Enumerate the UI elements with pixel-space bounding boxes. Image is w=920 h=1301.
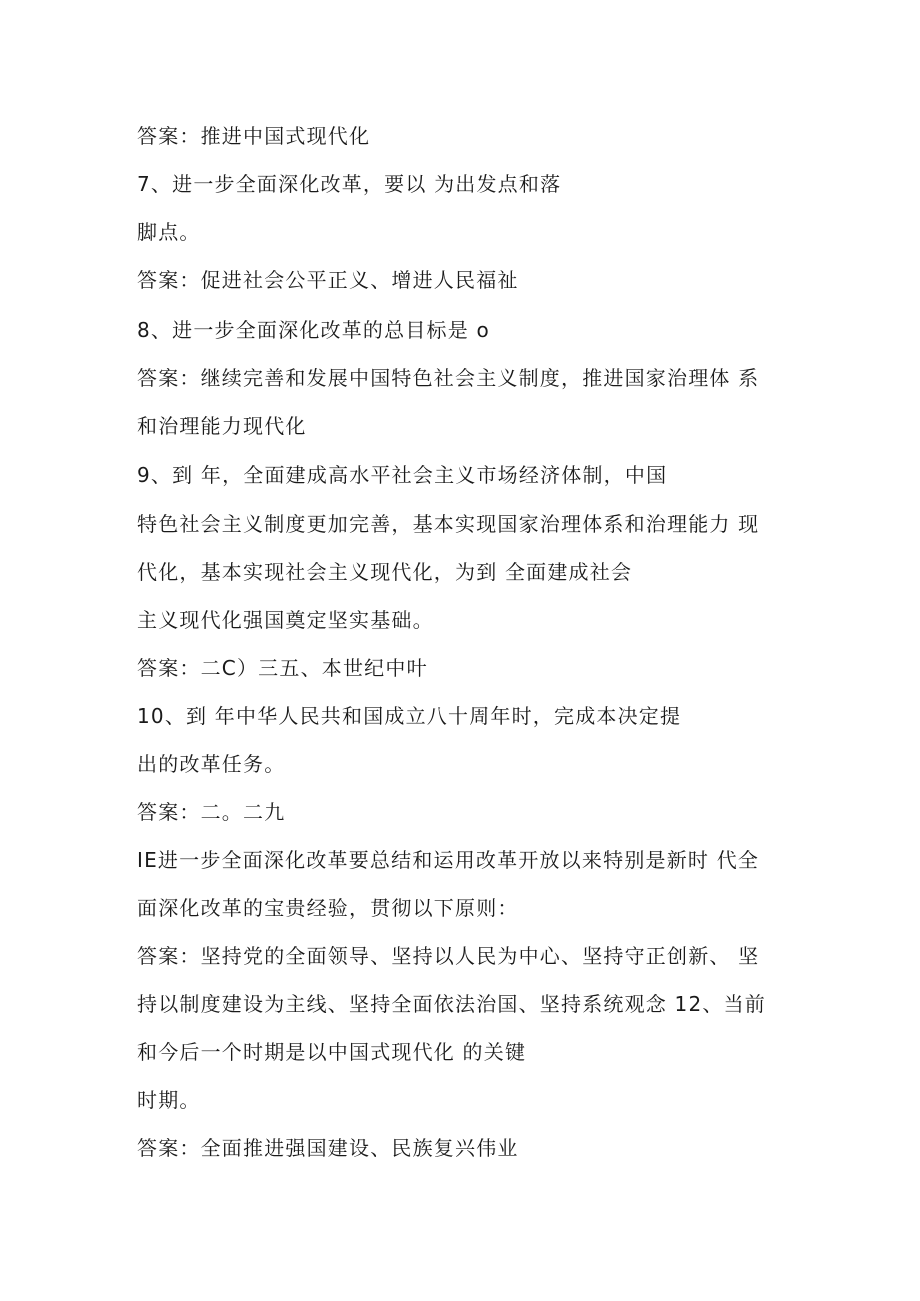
question-7-line-2: 脚点。 (137, 220, 201, 244)
answer-line-11-part-2: 持以制度建设为主线、坚持全面依法治国、坚持系统观念 12、当前 (137, 992, 767, 1016)
answer-line-12: 答案：全面推进强国建设、民族复兴伟业 (137, 1136, 519, 1160)
answer-line-9: 答案：二C）三五、本世纪中叶 (137, 656, 428, 680)
answer-line-8-part-1: 答案：继续完善和发展中国特色社会主义制度，推进国家治理体 系 (137, 366, 760, 390)
question-9-line-3: 代化，基本实现社会主义现代化，为到 全面建成社会 (137, 560, 633, 584)
question-8-line-1: 8、进一步全面深化改革的总目标是 o (137, 318, 490, 342)
question-10-line-2: 出的改革任务。 (137, 752, 286, 776)
question-11-line-2: 面深化改革的宝贵经验，贯彻以下原则： (137, 896, 519, 920)
answer-line-8-part-2: 和治理能力现代化 (137, 414, 307, 438)
question-9-line-1: 9、到 年，全面建成高水平社会主义市场经济体制，中国 (137, 463, 668, 487)
answer-line-11-part-1: 答案：坚持党的全面领导、坚持以人民为中心、坚持守正创新、 坚 (137, 944, 760, 968)
answer-line-7: 答案：促进社会公平正义、增进人民福祉 (137, 268, 519, 292)
question-9-line-2: 特色社会主义制度更加完善，基本实现国家治理体系和治理能力 现 (137, 512, 760, 536)
question-10-line-1: 10、到 年中华人民共和国成立八十周年时，完成本决定提 (137, 704, 682, 728)
question-9-line-4: 主义现代化强国奠定坚实基础。 (137, 608, 434, 632)
answer-line-6: 答案：推进中国式现代化 (137, 124, 371, 148)
question-11-line-1: IE进一步全面深化改革要总结和运用改革开放以来特别是新时 代全 (137, 848, 760, 872)
answer-line-10: 答案：二。二九 (137, 800, 286, 824)
question-12-line-1: 和今后一个时期是以中国式现代化 的关键 (137, 1040, 527, 1064)
question-12-line-2: 时期。 (137, 1088, 201, 1112)
question-7-line-1: 7、进一步全面深化改革，要以 为出发点和落 (137, 172, 562, 196)
